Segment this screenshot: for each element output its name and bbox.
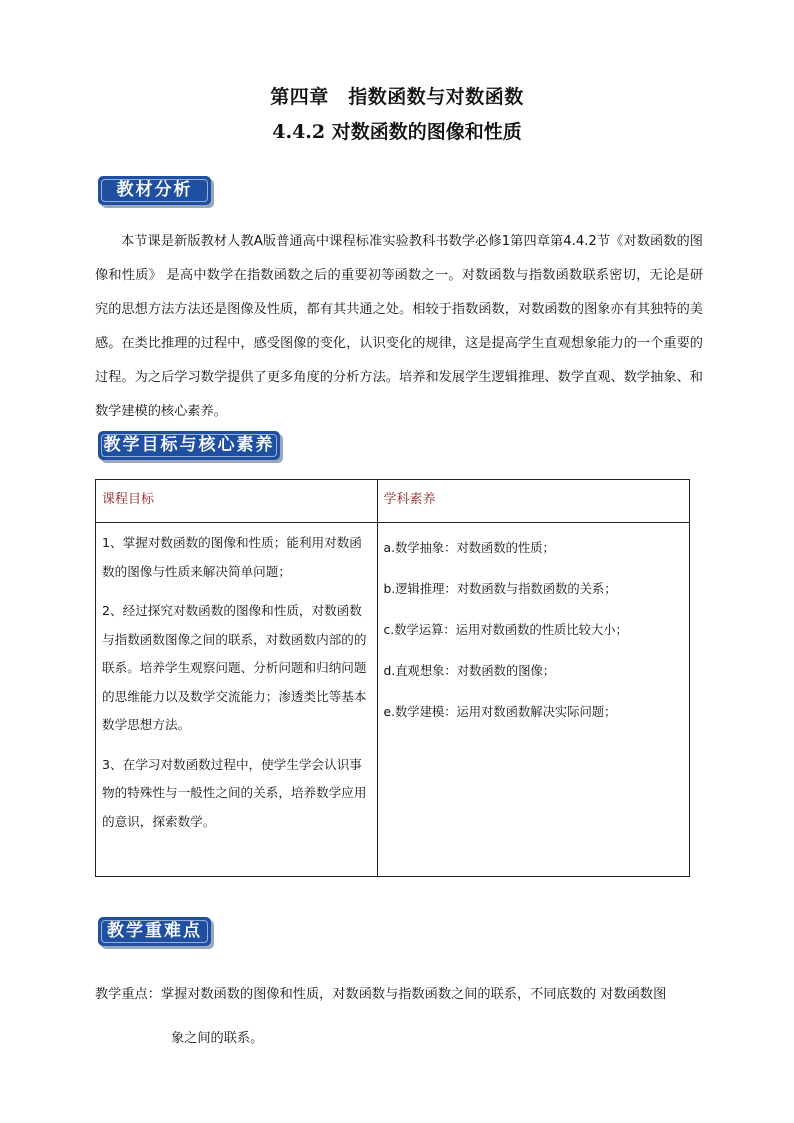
analysis-badge-label: 教材分析 (116, 180, 193, 200)
key-point-line-continued: 象之间的联系。 (171, 1031, 264, 1046)
analysis-badge (98, 176, 211, 205)
literacy-cell (377, 523, 689, 877)
literacy-item: b.逻辑推理：对数函数与指数函数的关系； (383, 582, 617, 596)
goals-table (95, 479, 690, 877)
course-goal-item: 3、在学习对数函数过程中，使学生学会认识事物的特殊性与一般性之间的关系，培养数学应用的意识，探索数学。 (102, 756, 367, 829)
goals-badge (98, 431, 280, 460)
table-header-row (96, 480, 690, 523)
key-point-line: 教学重点：掌握对数函数的图像和性质，对数函数与指数函数之间的联系，不同底数的 对数函数图 (95, 987, 667, 1002)
header-course-goals: 课程目标 (96, 480, 378, 523)
chapter-title: 第四章 指数函数与对数函数 (270, 86, 524, 108)
course-goal-item: 1、掌握对数函数的图像和性质；能利用对数函数的图像与性质来解决简单问题； (102, 535, 362, 579)
literacy-item: e.数学建模：运用对数函数解决实际问题； (383, 705, 617, 719)
key-points-badge-label: 教学重难点 (107, 921, 202, 941)
analysis-paragraph: 本节课是新版教材人教A版普通高中课程标准实验教科书数学必修1第四章第4.4.2节《对数函数的图像和性质》 是高中数学在指数函数之后的重要初等函数之一。对数函数与指数函数联系密切，无论是研究的思想方法方法还是图像及性质，都有其共通之处。相较于指数函数，对数函数的图象亦有其独特的美感。在类比推理的过程中，感受图像的变化，认识变化的规律，这是提高学生直观想象能力的一个重要的过程。为之后学习数学提供了更多角度的分析方法。培养和发展学生逻辑推理、数学直观、数学抽象、和数学建模的核心素养。 (95, 234, 703, 419)
literacy-item: c.数学运算：运用对数函数的性质比较大小； (383, 623, 628, 637)
literacy-item: d.直观想象：对数函数的图像； (383, 664, 556, 678)
literacy-item: a.数学抽象：对数函数的性质； (383, 541, 555, 555)
course-goals-cell (96, 523, 378, 877)
course-goal-item: 2、经过探究对数函数的图像和性质，对数函数与指数函数图像之间的联系，对数函数内部的的联系。培养学生观察问题、分析问题和归纳问题的思维能力以及数学交流能力；渗透类比等基本数学思想方法。 (102, 603, 367, 732)
goals-badge-label: 教学目标与核心素养 (103, 435, 275, 455)
key-point-text (95, 973, 707, 1061)
table-body-row (96, 523, 690, 877)
section-title: 4.4.2 对数函数的图像和性质 (272, 121, 522, 143)
header-subject-literacy: 学科素养 (377, 480, 689, 523)
key-points-badge (98, 917, 211, 946)
